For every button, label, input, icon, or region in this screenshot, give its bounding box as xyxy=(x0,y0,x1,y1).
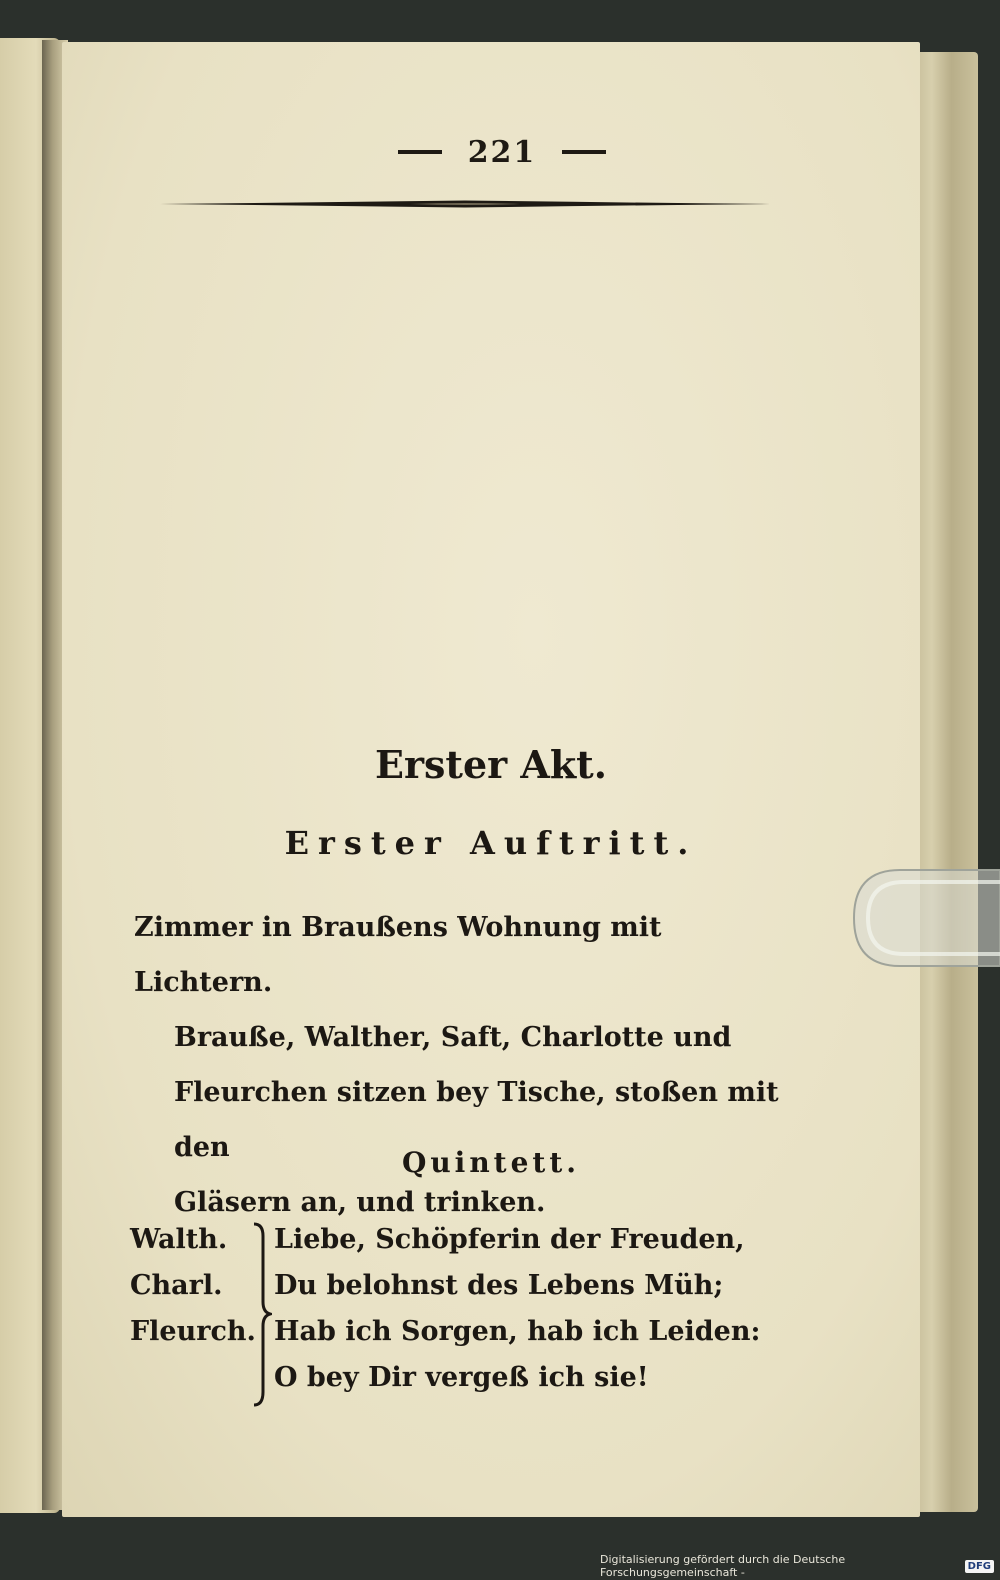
page-stack-edge xyxy=(912,52,978,1512)
stage-direction-line: Gläsern an, und trinken. xyxy=(174,1187,546,1218)
footer-credit: Digitalisierung gefördert durch die Deutsche Forschungsgemeinschaft - xyxy=(600,1553,846,1579)
speaker-name: Walth. xyxy=(130,1224,228,1255)
ornamental-rule xyxy=(160,200,770,208)
stage-direction-line: Fleurchen sitzen bey Tische, stoßen mit den xyxy=(174,1077,779,1163)
header-dash-left xyxy=(398,150,442,154)
book-page xyxy=(62,42,920,1517)
verse-lines xyxy=(274,1217,794,1401)
scene-title: Erster Auftritt. xyxy=(284,824,698,862)
header-dash-right xyxy=(562,150,606,154)
digitization-footer xyxy=(600,1552,1000,1580)
stage-direction-line: Zimmer in Braußens Wohnung mit Lichtern. xyxy=(134,912,662,998)
quintet-title: Quintett. xyxy=(401,1146,581,1179)
speaker-brace xyxy=(250,1222,272,1407)
verse-line: Liebe, Schöpferin der Freuden, xyxy=(274,1224,745,1255)
page-header xyxy=(342,132,662,172)
act-title: Erster Akt. xyxy=(375,742,607,787)
dfg-logo: DFG xyxy=(965,1560,994,1573)
speaker-name: Fleurch. xyxy=(130,1316,256,1347)
page-number: 221 xyxy=(467,134,537,170)
speaker-list xyxy=(130,1217,256,1355)
stage-direction xyxy=(134,900,784,1230)
glass-page-clip xyxy=(848,862,1000,974)
verse-line: O bey Dir vergeß ich sie! xyxy=(274,1362,649,1393)
speaker-name: Charl. xyxy=(130,1270,223,1301)
verse-line: Du belohnst des Lebens Müh; xyxy=(274,1270,724,1301)
verse-line: Hab ich Sorgen, hab ich Leiden: xyxy=(274,1316,761,1347)
stage-direction-line: Brauße, Walther, Saft, Charlotte und xyxy=(174,1022,732,1053)
